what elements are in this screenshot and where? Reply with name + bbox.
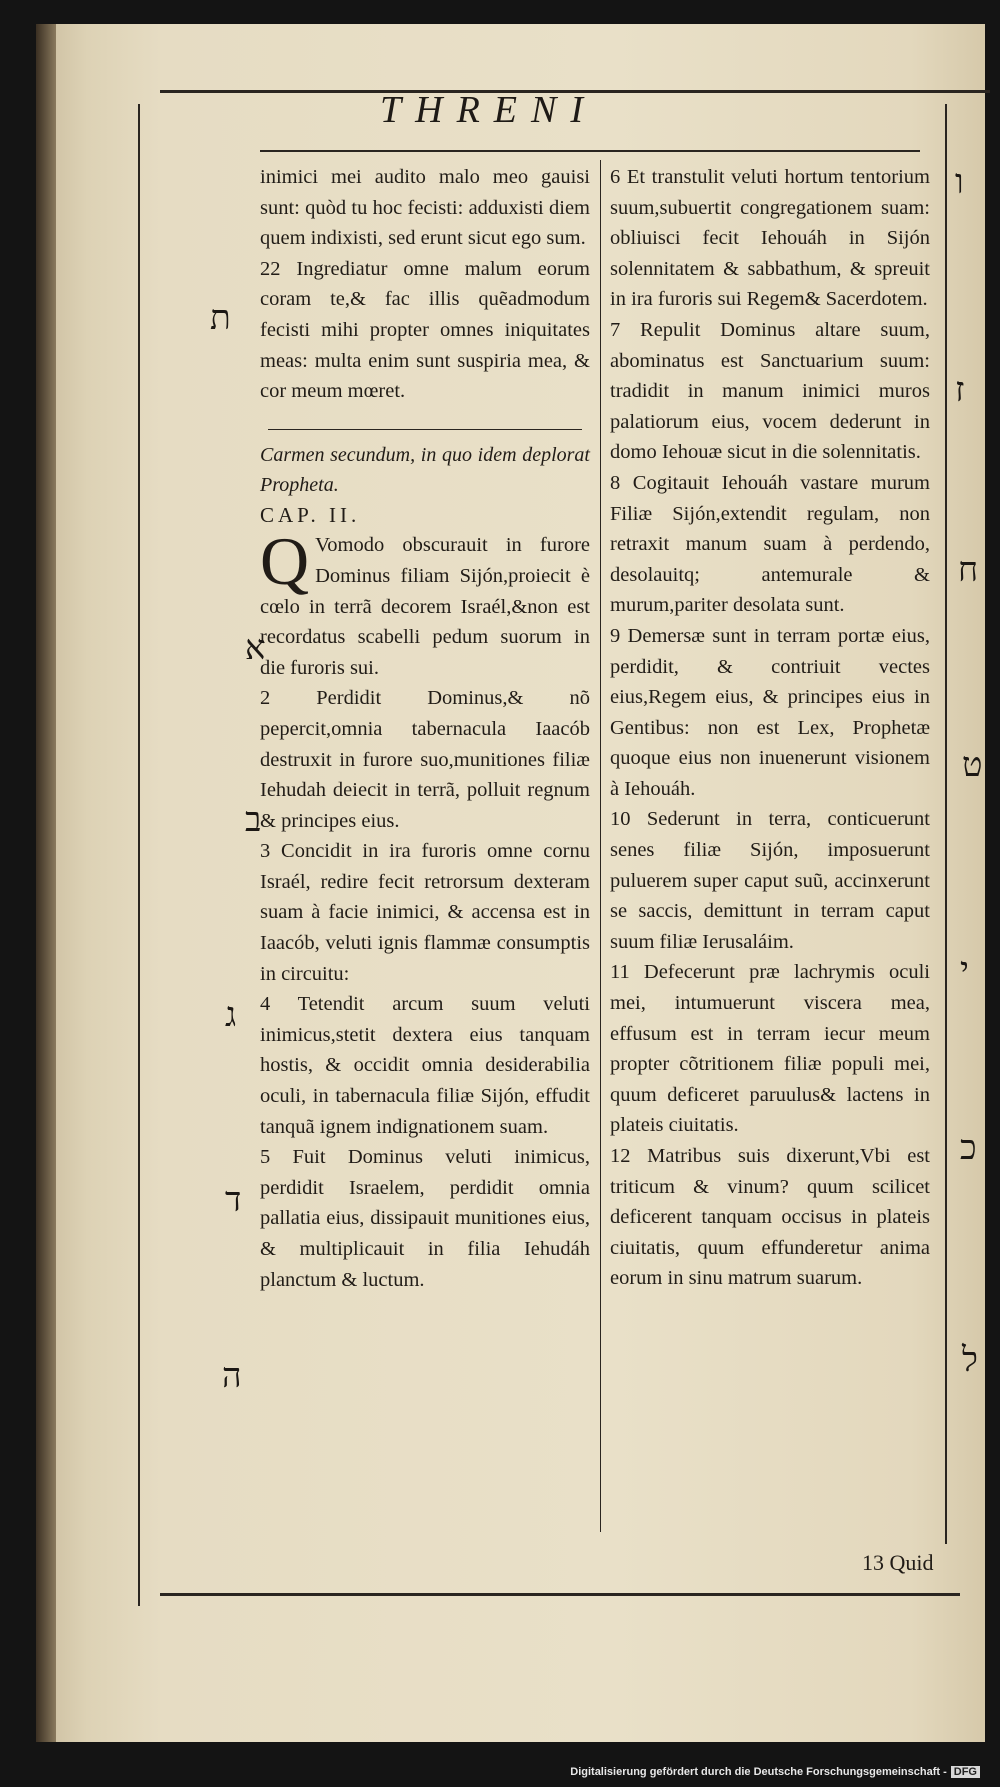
verse-11: 11 Defecerunt præ lachrymis oculi mei, intumuerunt viscera mea, effusum est in terram iecur meum propter cõtritionem filiæ populi mei, quum deficeret paruulus& lactens in plateis ciuitatis. [610, 961, 930, 1137]
dfg-logo: DFG [951, 1766, 980, 1778]
verse-8: 8 Cogitauit Iehouáh vastare murum Filiæ Sijón,extendit regulam, non retraxit manum suam à perdendo, desolauitq; antemurale & murum,pariter desolata sunt. [610, 471, 930, 617]
drop-cap: Q [260, 523, 310, 600]
hebrew-marginal-letter: ת [210, 298, 231, 338]
hebrew-marginal-letter: כ [960, 1128, 977, 1168]
hebrew-marginal-letter: ה [222, 1356, 242, 1396]
left-border-rule [138, 104, 140, 1606]
verse-4: 4 Tetendit arcum suum veluti inimicus,stetit dextera eius tanquam hostis, & occidit omnia desiderabilia oculi, in tabernacula filiæ Sijón, effudit tanquã ignem indignationem suam. [260, 993, 590, 1138]
chapter-label: CAP. II. [260, 502, 361, 527]
verse-10: 10 Sederunt in terra, conticuerunt senes filiæ Sijón, imposuerunt puluerem super caput suũ, accinxerunt se saccis, demittunt in terram caput suum filiæ Ierusaláim. [610, 808, 930, 953]
running-title: THRENI [380, 89, 597, 131]
column-divider [600, 160, 601, 1532]
right-border-rule [945, 104, 947, 1544]
verse-7: 7 Repulit Dominus altare suum, abominatus est Sanctuarium suum: tradidit in manum inimici muros palatiorum eius, vocem dederunt in domo Iehouæ sicut in die solennitatis. [610, 318, 930, 464]
left-column [260, 162, 590, 1295]
hebrew-marginal-letter: ד [225, 1180, 242, 1220]
section-divider [268, 429, 582, 430]
verse-6: 6 Et transtulit veluti hortum tentorium suum,subuertit congregationem suam: obliuisci fecit Iehouáh in Sijón solennitatem & sabbathum, & spreuit in ira furoris sui Regem& Sacerdotem. [610, 166, 930, 311]
hebrew-marginal-letter: ל [962, 1340, 978, 1380]
credit-text: Digitalisierung gefördert durch die Deutsche Forschungsgemeinschaft - [570, 1766, 947, 1778]
bottom-rule [160, 1593, 960, 1596]
header-rule [260, 150, 920, 152]
hebrew-marginal-letter: י [960, 950, 969, 990]
digitization-credit [570, 1766, 980, 1778]
hebrew-marginal-letter: ז [955, 370, 965, 410]
section-heading: Carmen secundum, in quo idem deplorat Propheta. [260, 443, 590, 496]
verse-12: 12 Matribus suis dixerunt,Vbi est triticum & vinum? quum scilicet deficerent tanquam occisus in plateis ciuitatis, quum effunderetur anima eorum in sinu matrum suarum. [610, 1145, 930, 1290]
hebrew-marginal-letter: ב [245, 800, 262, 840]
hebrew-marginal-letter: ג [225, 995, 237, 1035]
catchword: 13 Quid [862, 1550, 934, 1575]
hebrew-marginal-letter: ו [955, 162, 964, 202]
hebrew-marginal-letter: א [245, 628, 266, 668]
verse-1 [260, 523, 590, 683]
book-gutter [36, 24, 56, 1742]
verse-22: 22 Ingrediatur omne malum eorum coram te,& fac illis quẽadmodum fecisti mihi propter omnes iniquitates meas: multa enim sunt suspiria mea, & cor meum mœret. [260, 257, 590, 403]
right-column [610, 162, 930, 1294]
verse-5: 5 Fuit Dominus veluti inimicus, perdidit Israelem, perdidit omnia pallatia eius, dissipauit munitiones eius, & multiplicauit in filia Iehudáh planctum & luctum. [260, 1146, 590, 1291]
verse-2: 2 Perdidit Dominus,& nõ pepercit,omnia tabernacula Iaacób destruxit in furore suo,munitiones filiæ Iehudah deiecit in terrã, polluit regnum & principes eius. [260, 687, 590, 832]
hebrew-marginal-letter: ח [958, 550, 979, 590]
verse-continuation: inimici mei audito malo meo gauisi sunt: quòd tu hoc fecisti: adduxisti diem quem indixisti, sed erunt sicut ego sum. [260, 166, 590, 250]
verse-9: 9 Demersæ sunt in terram portæ eius, perdidit, & contriuit vectes eius,Regem eius, & principes eius in Gentibus: non est Lex, Prophetæ quoque eius non inuenerunt visionem à Iehouáh. [610, 624, 930, 800]
hebrew-marginal-letter: ט [962, 745, 983, 785]
verse-1-text: Vomodo obscurauit in furore Dominus filiam Sijón,proiecit è cœlo in terrã decorem Israél,&non est recordatus scabelli pedum suorum in die furoris sui. [260, 534, 590, 679]
verse-3: 3 Concidit in ira furoris omne cornu Israél, redire fecit retrorsum dexteram suam à facie inimici, & accensa est in Iaacób, veluti ignis flammæ consumptis in circuitu: [260, 840, 590, 985]
